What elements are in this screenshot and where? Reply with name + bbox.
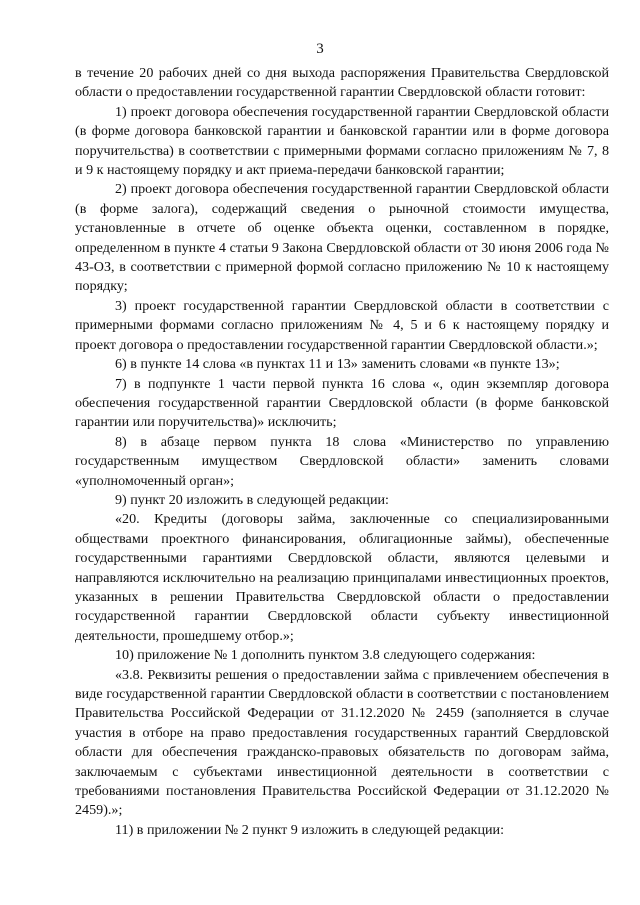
paragraph-amendment-6: 6) в пункте 14 слова «в пунктах 11 и 13» заменить словами «в пункте 13»; <box>115 356 560 373</box>
paragraph-amendment-10: 10) приложение № 1 дополнить пунктом 3.8 следующего содержания: <box>115 647 536 664</box>
page-number: 3 <box>316 41 324 57</box>
paragraph-point-3-8-text: «3.8. Реквизиты решения о предоставлении займа с привлечением обеспечения в виде государственной гарантии Свердловской области в соответствии с постановлением Правительства Российской Федерации от 31.12.2020 № 2459 (заполняется в случае участия в отборе на право предоставления государственных гарантий Свердловской области для обеспечения гражданско-правовых обязательств по договорам займа, заключаемым с субъектами инвестиционной деятельности в соответствии с требованиями постановления Правительства Российской Федерации от 31.12.2020 № 2459).»; <box>75 666 609 819</box>
document-body <box>75 64 609 840</box>
paragraph-amendment-11: 11) в приложении № 2 пункт 9 изложить в следующей редакции: <box>115 821 504 838</box>
paragraph-item-2: 2) проект договора обеспечения государственной гарантии Свердловской области (в форме залога), содержащий сведения о рыночной стоимости имущества, установленные в отчете об оценке объекта оценки, составленном в порядке, определенном в пункте 4 статьи 9 Закона Свердловской области от 30 июня 2006 года № 43-ОЗ, в соответствии с примерной формой согласно приложению № 10 к настоящему порядку; <box>75 181 609 295</box>
paragraph-amendment-7: 7) в подпункте 1 части первой пункта 16 слова «, один экземпляр договора обеспечения государственной гарантии Свердловской области (в форме банковской гарантии или поручительства)» исключить; <box>75 375 609 431</box>
paragraph-item-1: 1) проект договора обеспечения государственной гарантии Свердловской области (в форме договора банковской гарантии и банковской гарантии или в форме договора поручительства) в соответствии с примерными формами согласно приложениям № 7, 8 и 9 к настоящему порядку и акт приема-передачи банковской гарантии; <box>75 103 609 179</box>
paragraph-amendment-8: 8) в абзаце первом пункта 18 слова «Министерство по управлению государственным имуществом Свердловской области» заменить словами «уполномоченный орган»; <box>75 433 609 489</box>
paragraph-amendment-9: 9) пункт 20 изложить в следующей редакции: <box>115 491 389 508</box>
paragraph-item-3: 3) проект государственной гарантии Свердловской области в соответствии с примерными формами согласно приложениям № 4, 5 и 6 к настоящему порядку и проект договора о предоставлении государственной гарантии Свердловской области.»; <box>75 297 609 353</box>
paragraph-intro: в течение 20 рабочих дней со дня выхода распоряжения Правительства Свердловской области о предоставлении государственной гарантии Свердловской области готовит: <box>75 65 609 101</box>
paragraph-point-20-text: «20. Кредиты (договоры займа, заключенные со специализированными обществами проектного финансирования, облигационные займы), обеспеченные государственными гарантиями Свердловской области, являются целевыми и направляются исключительно на реализацию принципалами инвестиционных проектов, указанных в решении Правительства Свердловской области о предоставлении государственной гарантии Свердловской области субъекту инвестиционной деятельности, прошедшему отбор.»; <box>75 511 609 644</box>
